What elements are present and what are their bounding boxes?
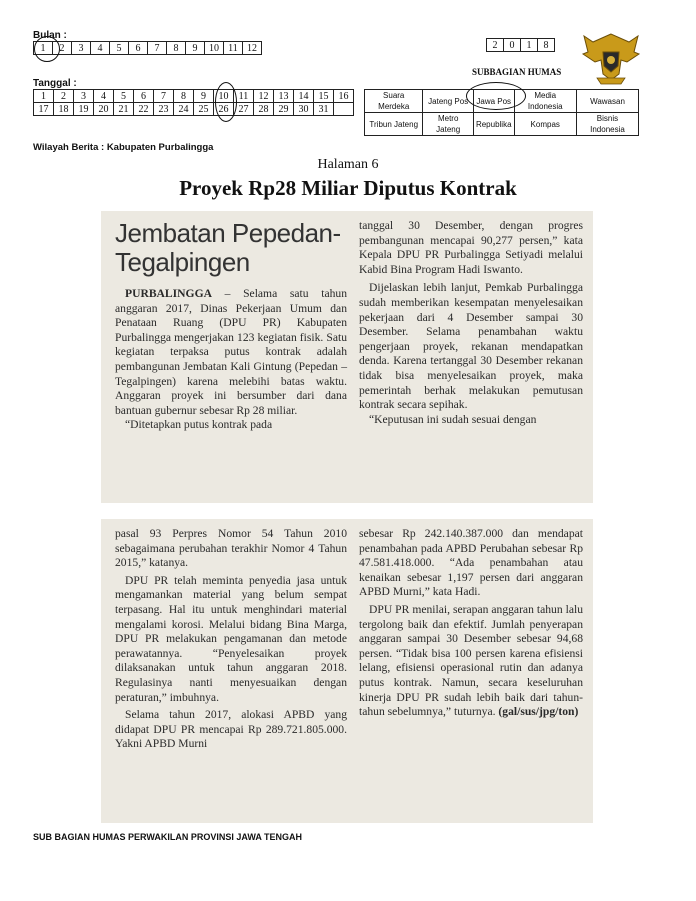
footer: SUB BAGIAN HUMAS PERWAKILAN PROVINSI JAWA TENGAH xyxy=(33,832,303,842)
tanggal-selection-circle xyxy=(215,82,237,122)
year-box xyxy=(486,38,555,52)
source-cell: Bisnis Indonesia xyxy=(576,113,638,136)
bulan-cell: 12 xyxy=(243,42,262,55)
source-cell: Jawa Pos xyxy=(473,90,514,113)
tanggal-cell: 4 xyxy=(94,90,114,103)
source-cell: Media Indonesia xyxy=(514,90,576,113)
bulan-cell: 2 xyxy=(53,42,72,55)
tanggal-cell: 18 xyxy=(54,103,74,116)
paragraph: “Keputusan ini sudah sesuai dengan xyxy=(369,412,537,426)
source-cell: Metro Jateng xyxy=(423,113,474,136)
source-cell: Jateng Pos xyxy=(423,90,474,113)
tanggal-cell: 30 xyxy=(294,103,314,116)
tanggal-cell: 16 xyxy=(334,90,354,103)
bulan-cell: 1 xyxy=(34,42,53,55)
wilayah-berita: Wilayah Berita : Kabupaten Purbalingga xyxy=(33,142,214,153)
paragraph: pasal 93 Perpres Nomor 54 Tahun 2010 sebagaimana perubahan terakhir Nomor 4 Tahun 2015,” katanya. xyxy=(115,527,347,570)
paragraph-text: – Selama satu tahun anggaran 2017, Dinas Pekerjaan Umum dan Penataan Ruang (DPU PR) Kabupaten Purbalingga mengerjakan 123 kegiatan fisik. Satu kegiatan terpaksa putus kontrak adalah pembangunan Jembatan Kali Gintung (Pepedan – Tegalpingen) karena melebihi batas waktu. Anggaran proyek ini bersumber dari dana bantuan gubernur sebesar Rp 28 miliar. xyxy=(115,287,347,417)
year-digit: 8 xyxy=(538,39,555,52)
tanggal-cell: 13 xyxy=(274,90,294,103)
paragraph: “Ditetapkan putus kontrak pada xyxy=(125,418,273,432)
tanggal-cell: 20 xyxy=(94,103,114,116)
clipping-top xyxy=(101,211,593,503)
page-number: Halaman 6 xyxy=(317,157,379,172)
bulan-selection-circle xyxy=(34,36,60,62)
tanggal-cell: 9 xyxy=(194,90,214,103)
tanggal-cell: 7 xyxy=(154,90,174,103)
tanggal-cell: 14 xyxy=(294,90,314,103)
author-credit: (gal/sus/jpg/ton) xyxy=(498,705,579,719)
paragraph xyxy=(359,603,583,720)
bulan-cell: 11 xyxy=(224,42,243,55)
paragraph: tanggal 30 Desember, dengan progres pembangunan mencapai 90,277 persen,” kata Kepala DPU PR Purbalingga Setiyadi melalui Kabid Bina Program Hadi Iswanto. xyxy=(359,219,583,276)
tanggal-cell: 28 xyxy=(254,103,274,116)
paragraph: Selama tahun 2017, alokasi APBD yang didapat DPU PR mencapai Rp 289.721.805.000. Yakni APBD Murni xyxy=(115,708,347,751)
tanggal-cell: 15 xyxy=(314,90,334,103)
tanggal-cell: 6 xyxy=(134,90,154,103)
tanggal-cell: 11 xyxy=(234,90,254,103)
source-cell: Tribun Jateng xyxy=(365,113,423,136)
tanggal-cell xyxy=(334,103,354,116)
tanggal-cell: 24 xyxy=(174,103,194,116)
paragraph: sebesar Rp 242.140.387.000 dan mendapat penambahan pada APBD Perubahan sebesar Rp 47.581.418.000. “Ada penambahan atau kenaikan sebesar 1,197 persen dari anggaran APBD Murni,” kata Hadi. xyxy=(359,527,583,599)
paragraph xyxy=(115,287,347,418)
tanggal-cell: 10 xyxy=(214,90,234,103)
bulan-cell: 3 xyxy=(72,42,91,55)
tanggal-cell: 23 xyxy=(154,103,174,116)
tanggal-cell: 21 xyxy=(114,103,134,116)
emblem-logo xyxy=(581,30,641,86)
bulan-cell: 5 xyxy=(110,42,129,55)
clipping-bottom xyxy=(101,519,593,823)
dateline: PURBALINGGA xyxy=(125,287,212,300)
tanggal-grid xyxy=(33,89,354,116)
tanggal-cell: 8 xyxy=(174,90,194,103)
tanggal-cell: 29 xyxy=(274,103,294,116)
tanggal-cell: 22 xyxy=(134,103,154,116)
article-title-line1: Jembatan Pepedan- xyxy=(115,218,341,248)
paragraph: Dijelaskan lebih lanjut, Pemkab Purbalingga sudah memberikan kesempatan menyelesaikan pekerjaan dari 4 Desember sampai 30 Desember. Selama penambahan waktu pengerjaan proyek, rekanan mendapatkan denda. Karena tertanggal 30 Desember rekanan tidak bisa menyelesaikan proyek, maka pemerintah berhak melakukan pemutusan kontrak secara sepihak. xyxy=(359,281,583,412)
source-cell: Suara Merdeka xyxy=(365,90,423,113)
tanggal-label: Tanggal : xyxy=(33,78,77,89)
tanggal-cell: 17 xyxy=(34,103,54,116)
tanggal-cell: 5 xyxy=(114,90,134,103)
bulan-cell: 8 xyxy=(167,42,186,55)
bulan-label: Bulan : xyxy=(33,30,67,41)
year-digit: 0 xyxy=(504,39,521,52)
tanggal-cell: 31 xyxy=(314,103,334,116)
bulan-cell: 6 xyxy=(129,42,148,55)
bulan-grid xyxy=(33,41,262,55)
bulan-cell: 10 xyxy=(205,42,224,55)
tanggal-cell: 3 xyxy=(74,90,94,103)
year-digit: 2 xyxy=(487,39,504,52)
subbagian-label: SUBBAGIAN HUMAS xyxy=(472,67,562,77)
tanggal-cell: 1 xyxy=(34,90,54,103)
tanggal-cell: 27 xyxy=(234,103,254,116)
tanggal-cell: 2 xyxy=(54,90,74,103)
bulan-cell: 9 xyxy=(186,42,205,55)
source-cell: Wawasan xyxy=(576,90,638,113)
source-cell: Kompas xyxy=(514,113,576,136)
source-selection-circle xyxy=(466,82,526,110)
headline: Proyek Rp28 Miliar Diputus Kontrak xyxy=(179,176,517,200)
year-digit: 1 xyxy=(521,39,538,52)
paragraph: DPU PR telah meminta penyedia jasa untuk mengamankan material yang belum sempat terpasang. Hal itu untuk menghindari material mengalami korosi. Melalui bidang Bina Marga, DPU PR melakukan pengamanan dan metode perawatannya. “Penyelesaikan proyek dilaksanakan untuk tahun anggaran 2018. Regulasinya nanti menyesuaikan dengan peraturan,” imbuhnya. xyxy=(115,573,347,704)
bulan-cell: 4 xyxy=(91,42,110,55)
source-cell: Republika xyxy=(473,113,514,136)
tanggal-cell: 26 xyxy=(214,103,234,116)
article-title-line2: Tegalpingen xyxy=(115,247,250,277)
tanggal-cell: 19 xyxy=(74,103,94,116)
tanggal-cell: 25 xyxy=(194,103,214,116)
article-title xyxy=(115,219,347,277)
paragraph-text: DPU PR menilai, serapan anggaran tahun lalu tergolong baik dan efektif. Jumlah penyerapan anggaran sampai 30 Desember sebesar 94,68 persen. “Tidak bisa 100 persen karena efisiensi lelang, efisiensi operasional rutin dan adanya putus kontrak. Namun, secara keseluruhan kinerja DPU PR sudah lebih baik dari tahun-tahun sebelumnya,” tuturnya. xyxy=(359,602,583,719)
tanggal-cell: 12 xyxy=(254,90,274,103)
bulan-cell: 7 xyxy=(148,42,167,55)
